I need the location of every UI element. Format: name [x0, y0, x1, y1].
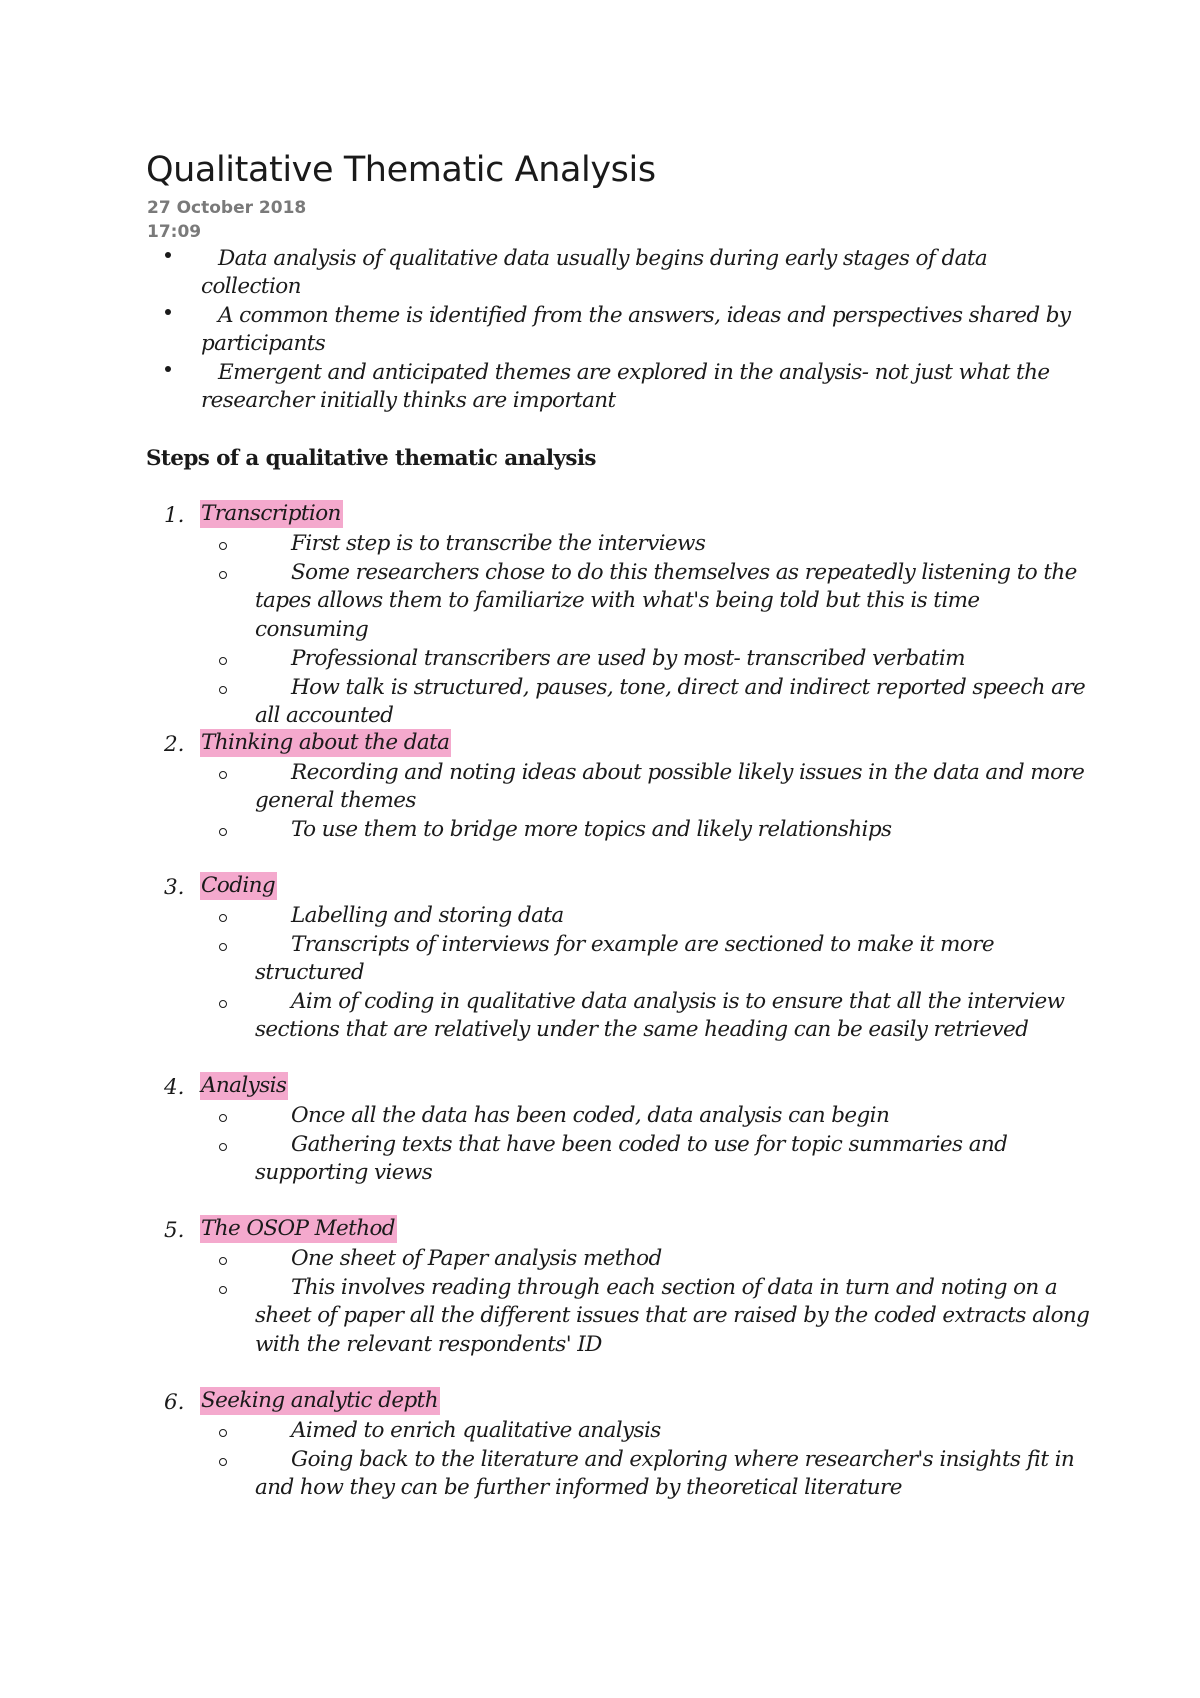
bullet-text-line: A common theme is identified from the answers, ideas and perspectives shared by	[218, 303, 1071, 328]
bullet-text-line: collection	[201, 274, 301, 299]
bullet-icon	[165, 366, 171, 372]
sub-bullet-icon	[219, 1143, 227, 1151]
bullet-text-line: Emergent and anticipated themes are explored in the analysis- not just what the	[218, 360, 1050, 385]
item-text-line: Recording and noting ideas about possible likely issues in the data and more	[291, 760, 1085, 785]
item-text-line: supporting views	[255, 1160, 433, 1185]
bullet-icon	[165, 309, 171, 315]
step-number: 5.	[164, 1218, 185, 1243]
item-text-line: sections that are relatively under the same heading can be easily retrieved	[255, 1017, 1029, 1042]
sub-bullet-icon	[219, 1114, 227, 1122]
item-text-line: Some researchers chose to do this themselves as repeatedly listening to the	[291, 560, 1077, 585]
item-text-line: with the relevant respondents' ID	[255, 1332, 602, 1357]
item-text-line: This involves reading through each section of data in turn and noting on a	[291, 1275, 1058, 1300]
item-text-line: Once all the data has been coded, data analysis can begin	[291, 1103, 890, 1128]
item-text-line: Aimed to enrich qualitative analysis	[291, 1418, 661, 1443]
sub-bullet-icon	[219, 1429, 227, 1437]
item-text-line: consuming	[255, 617, 369, 642]
step-title-highlight: Seeking analytic depth	[201, 1388, 438, 1413]
sub-bullet-icon	[219, 771, 227, 779]
sub-bullet-icon	[219, 914, 227, 922]
sub-bullet-icon	[219, 542, 227, 550]
sub-bullet-icon	[219, 686, 227, 694]
sub-bullet-icon	[219, 1000, 227, 1008]
note-time: 17:09	[147, 222, 202, 242]
note-date: 27 October 2018	[147, 198, 307, 218]
step-title-highlight: Analysis	[201, 1073, 287, 1098]
item-text-line: To use them to bridge more topics and likely relationships	[291, 817, 892, 842]
item-text-line: and how they can be further informed by theoretical literature	[255, 1475, 902, 1500]
item-text-line: How talk is structured, pauses, tone, direct and indirect reported speech are	[291, 675, 1086, 700]
sub-bullet-icon	[219, 657, 227, 665]
step-title-highlight: Thinking about the data	[201, 730, 450, 755]
item-text-line: First step is to transcribe the interviews	[291, 531, 706, 556]
step-number: 4.	[164, 1075, 185, 1100]
item-text-line: Labelling and storing data	[291, 903, 564, 928]
item-text-line: sheet of paper all the different issues that are raised by the coded extracts along	[255, 1303, 1090, 1328]
page-title: Qualitative Thematic Analysis	[146, 150, 656, 190]
sub-bullet-icon	[219, 1286, 227, 1294]
bullet-text-line: Data analysis of qualitative data usually begins during early stages of data	[218, 246, 988, 271]
item-text-line: structured	[255, 960, 365, 985]
step-title-highlight: Transcription	[201, 501, 341, 526]
bullet-text-line: researcher initially thinks are important	[201, 388, 616, 413]
item-text-line: Aim of coding in qualitative data analysis is to ensure that all the interview	[291, 989, 1065, 1014]
section-heading: Steps of a qualitative thematic analysis	[146, 446, 596, 471]
step-number: 3.	[164, 875, 185, 900]
item-text-line: Professional transcribers are used by most- transcribed verbatim	[291, 646, 965, 671]
item-text-line: Gathering texts that have been coded to use for topic summaries and	[291, 1132, 1008, 1157]
item-text-line: Transcripts of interviews for example are sectioned to make it more	[291, 932, 994, 957]
step-number: 1.	[164, 503, 185, 528]
item-text-line: One sheet of Paper analysis method	[291, 1246, 662, 1271]
sub-bullet-icon	[219, 943, 227, 951]
step-title-highlight: The OSOP Method	[201, 1216, 395, 1241]
step-title-highlight: Coding	[201, 873, 276, 898]
bullet-icon	[165, 252, 171, 258]
sub-bullet-icon	[219, 1458, 227, 1466]
bullet-text-line: participants	[201, 331, 326, 356]
item-text-line: all accounted	[255, 703, 394, 728]
step-number: 2.	[164, 732, 185, 757]
item-text-line: general themes	[255, 788, 416, 813]
item-text-line: tapes allows them to familiarize with what's being told but this is time	[255, 588, 980, 613]
sub-bullet-icon	[219, 571, 227, 579]
sub-bullet-icon	[219, 1257, 227, 1265]
step-number: 6.	[164, 1390, 185, 1415]
item-text-line: Going back to the literature and exploring where researcher's insights fit in	[291, 1447, 1075, 1472]
sub-bullet-icon	[219, 828, 227, 836]
